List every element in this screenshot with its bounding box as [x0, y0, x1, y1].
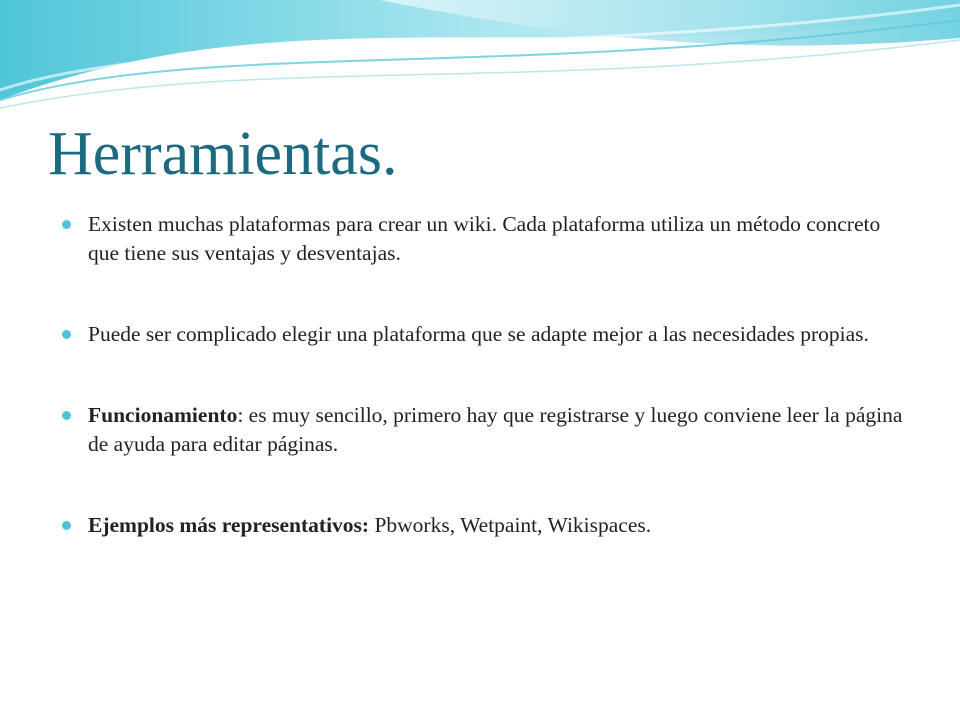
bullet-dot-icon: [62, 521, 71, 530]
bullet-text: Existen muchas plataformas para crear un wiki. Cada plataforma utiliza un método concreto que tiene sus ventajas y desventajas.: [88, 212, 881, 265]
bullet-bold-text: Ejemplos más representativos:: [88, 513, 370, 537]
bullet-item: [62, 210, 912, 268]
slide-title: Herramientas.: [48, 120, 398, 188]
bullet-bold-text: Funcionamiento: [88, 403, 238, 427]
bullet-item: [62, 511, 912, 540]
bullet-dot-icon: [62, 330, 71, 339]
bullet-text: : es muy sencillo, primero hay que registrarse y luego conviene leer la página de ayuda para editar páginas.: [88, 403, 903, 456]
bullet-text: Pbworks, Wetpaint, Wikispaces.: [369, 513, 652, 537]
bullet-list: [62, 210, 912, 540]
bullet-item: [62, 320, 912, 349]
bullet-text: Puede ser complicado elegir una plataforma que se adapte mejor a las necesidades propias.: [88, 322, 869, 346]
header-wave-decoration: [0, 0, 960, 130]
bullet-item: [62, 401, 912, 459]
bullet-dot-icon: [62, 411, 71, 420]
bullet-dot-icon: [62, 220, 71, 229]
